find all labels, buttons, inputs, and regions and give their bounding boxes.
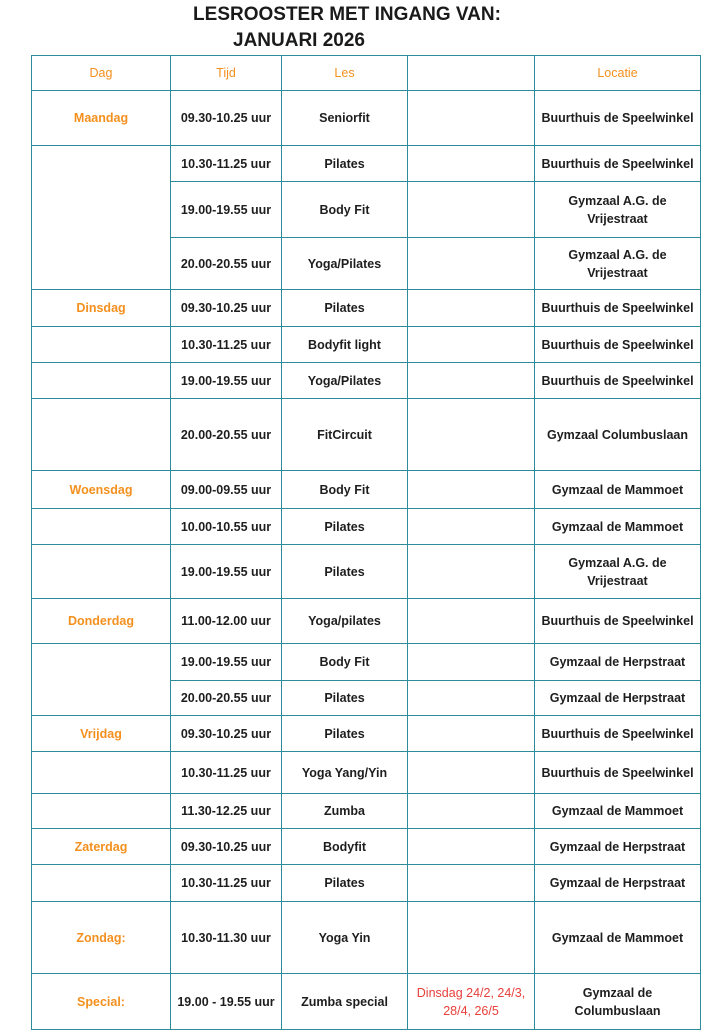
location-cell: Buurthuis de Speelwinkel bbox=[535, 290, 701, 327]
note-cell bbox=[408, 399, 535, 471]
header-time: Tijd bbox=[171, 56, 282, 91]
note-cell bbox=[408, 865, 535, 902]
day-cell bbox=[32, 644, 171, 716]
time-cell: 10.30-11.25 uur bbox=[171, 146, 282, 182]
lesson-cell: Pilates bbox=[282, 509, 408, 545]
note-cell bbox=[408, 327, 535, 363]
lesson-cell: Pilates bbox=[282, 716, 408, 752]
note-cell bbox=[408, 471, 535, 509]
day-cell bbox=[32, 545, 171, 599]
day-cell: Maandag bbox=[32, 91, 171, 146]
day-cell: Vrijdag bbox=[32, 716, 171, 752]
note-cell bbox=[408, 182, 535, 238]
day-cell: Woensdag bbox=[32, 471, 171, 509]
table-row bbox=[32, 644, 701, 681]
note-cell bbox=[408, 794, 535, 829]
time-cell: 09.30-10.25 uur bbox=[171, 91, 282, 146]
location-cell: Buurthuis de Speelwinkel bbox=[535, 91, 701, 146]
location-cell: Buurthuis de Speelwinkel bbox=[535, 716, 701, 752]
day-cell: Dinsdag bbox=[32, 290, 171, 327]
location-cell: Gymzaal de Columbuslaan bbox=[535, 974, 701, 1030]
lesson-cell: Yoga Yang/Yin bbox=[282, 752, 408, 794]
note-cell bbox=[408, 829, 535, 865]
day-cell: Zaterdag bbox=[32, 829, 171, 865]
location-cell: Gymzaal de Mammoet bbox=[535, 509, 701, 545]
table-row bbox=[32, 752, 701, 794]
lesson-cell: Pilates bbox=[282, 681, 408, 716]
day-cell bbox=[32, 327, 171, 363]
time-cell: 09.30-10.25 uur bbox=[171, 290, 282, 327]
note-cell bbox=[408, 599, 535, 644]
day-cell: Donderdag bbox=[32, 599, 171, 644]
time-cell: 09.30-10.25 uur bbox=[171, 716, 282, 752]
schedule-table bbox=[31, 55, 701, 1030]
header-day: Dag bbox=[32, 56, 171, 91]
time-cell: 10.30-11.25 uur bbox=[171, 865, 282, 902]
note-cell bbox=[408, 290, 535, 327]
note-cell bbox=[408, 363, 535, 399]
page-title: LESROOSTER MET INGANG VAN: bbox=[193, 4, 501, 25]
day-cell bbox=[32, 752, 171, 794]
table-row bbox=[32, 290, 701, 327]
table-row bbox=[32, 865, 701, 902]
day-cell bbox=[32, 509, 171, 545]
time-cell: 20.00-20.55 uur bbox=[171, 681, 282, 716]
header-location: Locatie bbox=[535, 56, 701, 91]
lesson-cell: Bodyfit bbox=[282, 829, 408, 865]
location-cell: Gymzaal A.G. de Vrijestraat bbox=[535, 545, 701, 599]
location-cell: Gymzaal de Mammoet bbox=[535, 902, 701, 974]
time-cell: 19.00 - 19.55 uur bbox=[171, 974, 282, 1030]
header-extra bbox=[408, 56, 535, 91]
lesson-cell: Seniorfit bbox=[282, 91, 408, 146]
lesson-cell: Body Fit bbox=[282, 471, 408, 509]
lesson-cell: Pilates bbox=[282, 865, 408, 902]
time-cell: 20.00-20.55 uur bbox=[171, 399, 282, 471]
location-cell: Gymzaal Columbuslaan bbox=[535, 399, 701, 471]
note-cell bbox=[408, 545, 535, 599]
time-cell: 19.00-19.55 uur bbox=[171, 363, 282, 399]
location-cell: Buurthuis de Speelwinkel bbox=[535, 599, 701, 644]
page-subtitle: JANUARI 2026 bbox=[233, 30, 365, 51]
table-row bbox=[32, 599, 701, 644]
lesson-cell: Pilates bbox=[282, 146, 408, 182]
lesson-cell: Yoga Yin bbox=[282, 902, 408, 974]
lesson-cell: Body Fit bbox=[282, 644, 408, 681]
time-cell: 10.30-11.30 uur bbox=[171, 902, 282, 974]
lesson-cell: Bodyfit light bbox=[282, 327, 408, 363]
note-cell bbox=[408, 509, 535, 545]
table-row bbox=[32, 471, 701, 509]
location-cell: Gymzaal de Mammoet bbox=[535, 794, 701, 829]
lesson-cell: Yoga/Pilates bbox=[282, 238, 408, 290]
table-row bbox=[32, 716, 701, 752]
day-cell bbox=[32, 363, 171, 399]
day-cell: Special: bbox=[32, 974, 171, 1030]
time-cell: 09.30-10.25 uur bbox=[171, 829, 282, 865]
day-cell bbox=[32, 146, 171, 290]
note-cell bbox=[408, 644, 535, 681]
note-cell bbox=[408, 752, 535, 794]
note-cell bbox=[408, 146, 535, 182]
location-cell: Buurthuis de Speelwinkel bbox=[535, 363, 701, 399]
table-row bbox=[32, 146, 701, 182]
time-cell: 19.00-19.55 uur bbox=[171, 545, 282, 599]
table-row bbox=[32, 794, 701, 829]
lesson-cell: Pilates bbox=[282, 545, 408, 599]
location-cell: Gymzaal de Herpstraat bbox=[535, 644, 701, 681]
lesson-cell: Body Fit bbox=[282, 182, 408, 238]
location-cell: Gymzaal de Herpstraat bbox=[535, 829, 701, 865]
time-cell: 19.00-19.55 uur bbox=[171, 644, 282, 681]
table-row bbox=[32, 545, 701, 599]
table-row bbox=[32, 363, 701, 399]
note-cell bbox=[408, 902, 535, 974]
note-cell bbox=[408, 716, 535, 752]
time-cell: 11.30-12.25 uur bbox=[171, 794, 282, 829]
note-cell bbox=[408, 681, 535, 716]
table-row bbox=[32, 509, 701, 545]
note-cell bbox=[408, 238, 535, 290]
location-cell: Buurthuis de Speelwinkel bbox=[535, 327, 701, 363]
table-header-row bbox=[32, 56, 701, 91]
day-cell bbox=[32, 794, 171, 829]
note-cell: Dinsdag 24/2, 24/3, 28/4, 26/5 bbox=[408, 974, 535, 1030]
table-row bbox=[32, 91, 701, 146]
location-cell: Buurthuis de Speelwinkel bbox=[535, 752, 701, 794]
location-cell: Gymzaal de Herpstraat bbox=[535, 681, 701, 716]
lesson-cell: Zumba special bbox=[282, 974, 408, 1030]
time-cell: 09.00-09.55 uur bbox=[171, 471, 282, 509]
day-cell bbox=[32, 399, 171, 471]
location-cell: Buurthuis de Speelwinkel bbox=[535, 146, 701, 182]
time-cell: 19.00-19.55 uur bbox=[171, 182, 282, 238]
time-cell: 11.00-12.00 uur bbox=[171, 599, 282, 644]
day-cell: Zondag: bbox=[32, 902, 171, 974]
lesson-cell: Yoga/Pilates bbox=[282, 363, 408, 399]
time-cell: 20.00-20.55 uur bbox=[171, 238, 282, 290]
time-cell: 10.30-11.25 uur bbox=[171, 327, 282, 363]
lesson-cell: Yoga/pilates bbox=[282, 599, 408, 644]
location-cell: Gymzaal de Mammoet bbox=[535, 471, 701, 509]
table-row bbox=[32, 829, 701, 865]
day-cell bbox=[32, 865, 171, 902]
header-lesson: Les bbox=[282, 56, 408, 91]
table-row bbox=[32, 327, 701, 363]
location-cell: Gymzaal A.G. de Vrijestraat bbox=[535, 238, 701, 290]
lesson-cell: Pilates bbox=[282, 290, 408, 327]
table-row bbox=[32, 399, 701, 471]
note-cell bbox=[408, 91, 535, 146]
table-row bbox=[32, 974, 701, 1030]
time-cell: 10.00-10.55 uur bbox=[171, 509, 282, 545]
lesson-cell: FitCircuit bbox=[282, 399, 408, 471]
location-cell: Gymzaal A.G. de Vrijestraat bbox=[535, 182, 701, 238]
lesson-cell: Zumba bbox=[282, 794, 408, 829]
location-cell: Gymzaal de Herpstraat bbox=[535, 865, 701, 902]
time-cell: 10.30-11.25 uur bbox=[171, 752, 282, 794]
table-row bbox=[32, 902, 701, 974]
